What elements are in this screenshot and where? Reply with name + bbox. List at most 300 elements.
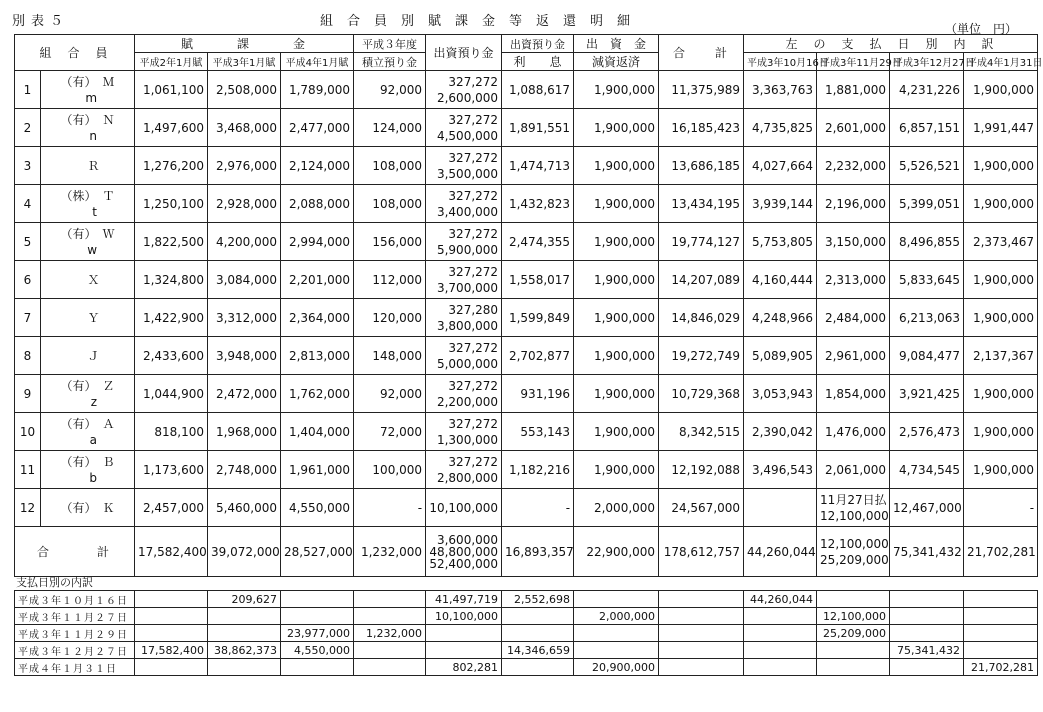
levy-h2: 2,433,600: [135, 337, 208, 375]
capital-header-2: 減資返済: [574, 53, 659, 71]
levy-h4: 2,364,000: [281, 299, 354, 337]
capital-header-1: 出 資 金: [574, 35, 659, 53]
schedule-cell: 25,209,000: [817, 625, 890, 642]
breakdown-1: 3,053,943: [744, 375, 817, 413]
schedule-cell: [744, 659, 817, 676]
breakdown-1: 4,027,664: [744, 147, 817, 185]
schedule-cell: 17,582,400: [135, 642, 208, 659]
levy-sub-h3: 平成3年1月賦: [208, 53, 281, 71]
member-name: [41, 337, 135, 375]
levy-h2: 1,422,900: [135, 299, 208, 337]
member-name: [41, 375, 135, 413]
reserve-header-1: 平成３年度: [354, 35, 426, 53]
schedule-cell: [354, 608, 426, 625]
total-value: 13,686,185: [659, 147, 744, 185]
schedule-cell: 14,346,659: [502, 642, 574, 659]
schedule-cell: [574, 591, 659, 608]
breakdown-3: 4,734,545: [890, 451, 964, 489]
deposit-value: [426, 413, 502, 451]
levy-h4: 2,813,000: [281, 337, 354, 375]
levy-h3: 1,968,000: [208, 413, 281, 451]
schedule-cell: [574, 625, 659, 642]
levy-h2: 1,061,100: [135, 71, 208, 109]
breakdown-1: 4,248,966: [744, 299, 817, 337]
capital-value: 1,900,000: [574, 71, 659, 109]
breakdown-sub-1: 平成3年10月16日: [744, 53, 817, 71]
total-value: 11,375,989: [659, 71, 744, 109]
breakdown-2: 2,061,000: [817, 451, 890, 489]
schedule-cell: 209,627: [208, 591, 281, 608]
levy-h4: 1,762,000: [281, 375, 354, 413]
levy-h2: 1,822,500: [135, 223, 208, 261]
breakdown-4: 2,137,367: [964, 337, 1038, 375]
schedule-cell: [574, 642, 659, 659]
total-value: 8,342,515: [659, 413, 744, 451]
table-row: [15, 261, 1038, 299]
total-breakdown-1: 44,260,044: [744, 527, 817, 577]
breakdown-3: 12,467,000: [890, 489, 964, 527]
member-prefix: （有）: [60, 501, 91, 515]
levy-h4: 1,961,000: [281, 451, 354, 489]
breakdown-3: 5,399,051: [890, 185, 964, 223]
reserve-value: 156,000: [354, 223, 426, 261]
reserve-value: 108,000: [354, 147, 426, 185]
deposit-value-1: 327,272: [448, 112, 499, 127]
interest-value: 931,196: [502, 375, 574, 413]
table-row: [15, 147, 1038, 185]
member-header: 組 合 員: [15, 35, 135, 71]
breakdown-sub-3: 平成3年12月27日: [890, 53, 964, 71]
deposit-value-2: 2,800,000: [436, 470, 499, 485]
row-number: 5: [15, 223, 41, 261]
interest-value: 2,702,877: [502, 337, 574, 375]
schedule-cell: 12,100,000: [817, 608, 890, 625]
levy-h2: 1,173,600: [135, 451, 208, 489]
member-name: [41, 451, 135, 489]
member-name: [41, 147, 135, 185]
schedule-cell: 10,100,000: [426, 608, 502, 625]
levy-h3: 2,508,000: [208, 71, 281, 109]
row-number: 7: [15, 299, 41, 337]
schedule-cell: [281, 608, 354, 625]
deposit-value-1: 327,272: [448, 264, 499, 279]
breakdown-2: 1,854,000: [817, 375, 890, 413]
row-number: 12: [15, 489, 41, 527]
total-breakdown-2b: 25,209,000: [820, 552, 889, 567]
breakdown-2: 2,232,000: [817, 147, 890, 185]
capital-value: 1,900,000: [574, 337, 659, 375]
row-number: 8: [15, 337, 41, 375]
schedule-row: [15, 608, 1038, 625]
schedule-cell: [964, 625, 1038, 642]
levy-h2: 2,457,000: [135, 489, 208, 527]
breakdown-sub-2: 平成3年11月29日: [817, 53, 890, 71]
schedule-cell: [817, 642, 890, 659]
levy-h2: 1,497,600: [135, 109, 208, 147]
schedule-row: [15, 625, 1038, 642]
total-levy-h3: 39,072,000: [208, 527, 281, 577]
capital-value: 1,900,000: [574, 299, 659, 337]
row-number: 2: [15, 109, 41, 147]
interest-value: 1,474,713: [502, 147, 574, 185]
interest-value: 1,432,823: [502, 185, 574, 223]
member-sub: t: [92, 204, 98, 219]
breakdown-3: 6,213,063: [890, 299, 964, 337]
table-row: [15, 299, 1038, 337]
total-value: 10,729,368: [659, 375, 744, 413]
deposit-value-2: 2,600,000: [436, 90, 499, 105]
breakdown-sub-4: 平成4年1月31日: [964, 53, 1038, 71]
breakdown-4: 1,900,000: [964, 299, 1038, 337]
levy-h3: 5,460,000: [208, 489, 281, 527]
capital-value: 1,900,000: [574, 451, 659, 489]
schedule-cell: [659, 642, 744, 659]
schedule-cell: 1,232,000: [354, 625, 426, 642]
interest-value: 1,088,617: [502, 71, 574, 109]
deposit-value-2: 5,000,000: [436, 356, 499, 371]
schedule-cell: 21,702,281: [964, 659, 1038, 676]
schedule-cell: 4,550,000: [281, 642, 354, 659]
member-prefix-initial: Ｙ: [87, 310, 100, 325]
deposit-value-2: 5,900,000: [436, 242, 499, 257]
member-name: [41, 413, 135, 451]
grand-total: 178,612,757: [659, 527, 744, 577]
deposit-value-1: 327,272: [448, 188, 499, 203]
reserve-value: -: [354, 489, 426, 527]
deposit-value: [426, 299, 502, 337]
breakdown-3: 5,526,521: [890, 147, 964, 185]
capital-value: 1,900,000: [574, 185, 659, 223]
appendix-label: 別表５: [12, 14, 70, 29]
total-value: 13,434,195: [659, 185, 744, 223]
levy-h3: 2,928,000: [208, 185, 281, 223]
deposit-value-1: 327,272: [448, 378, 499, 393]
breakdown-3: 5,833,645: [890, 261, 964, 299]
interest-header-1: 出資預り金: [502, 35, 574, 53]
row-number: 11: [15, 451, 41, 489]
breakdown-1: 2,390,042: [744, 413, 817, 451]
breakdown-4: 1,991,447: [964, 109, 1038, 147]
reserve-value: 112,000: [354, 261, 426, 299]
deposit-value-1: 327,272: [448, 416, 499, 431]
member-prefix-initial: Ｘ: [87, 272, 100, 287]
schedule-cell: [502, 625, 574, 642]
total-levy-h2: 17,582,400: [135, 527, 208, 577]
schedule-date: 平成４年１月３１日: [15, 659, 135, 676]
member-sub: n: [89, 128, 98, 143]
schedule-cell: 802,281: [426, 659, 502, 676]
breakdown-2: 2,313,000: [817, 261, 890, 299]
schedule-cell: [659, 625, 744, 642]
breakdown-1: 4,735,825: [744, 109, 817, 147]
deposit-value-2: 1,300,000: [436, 432, 499, 447]
schedule-cell: [659, 608, 744, 625]
member-prefix-initial: Ｊ: [87, 348, 100, 363]
breakdown-3: 4,231,226: [890, 71, 964, 109]
breakdown-3: 9,084,477: [890, 337, 964, 375]
breakdown-2: 1,881,000: [817, 71, 890, 109]
levy-h2: 1,324,800: [135, 261, 208, 299]
breakdown-4: 1,900,000: [964, 71, 1038, 109]
schedule-cell: 38,862,373: [208, 642, 281, 659]
deposit-value-1: 327,272: [448, 226, 499, 241]
member-name: [41, 185, 135, 223]
breakdown-header: 左 の 支 払 日 別 内 訳: [744, 35, 1038, 53]
deposit-value-1: 327,272: [448, 150, 499, 165]
breakdown-1: 4,160,444: [744, 261, 817, 299]
interest-value: 1,599,849: [502, 299, 574, 337]
note-date: 11月27日払: [820, 492, 887, 507]
schedule-cell: [208, 659, 281, 676]
levy-h4: 2,088,000: [281, 185, 354, 223]
member-sub: b: [89, 470, 98, 485]
breakdown-4: 1,900,000: [964, 261, 1038, 299]
breakdown-1: [744, 489, 817, 527]
table-row: [15, 337, 1038, 375]
schedule-cell: [281, 659, 354, 676]
member-prefix-initial: （株） Ｔ: [60, 188, 115, 203]
levy-header: 賦 課 金: [135, 35, 354, 53]
deposit-value: [426, 109, 502, 147]
deposit-value: [426, 375, 502, 413]
totals-row: [15, 527, 1038, 577]
breakdown-2: 1,476,000: [817, 413, 890, 451]
table-row: [15, 185, 1038, 223]
schedule-cell: [964, 591, 1038, 608]
breakdown-3: 8,496,855: [890, 223, 964, 261]
schedule-cell: 20,900,000: [574, 659, 659, 676]
schedule-cell: [502, 659, 574, 676]
levy-h2: 1,250,100: [135, 185, 208, 223]
member-name: [41, 71, 135, 109]
schedule-cell: [890, 608, 964, 625]
table-row: [15, 109, 1038, 147]
row-number: 10: [15, 413, 41, 451]
breakdown-4: 1,900,000: [964, 451, 1038, 489]
member-prefix-initial: （有） Ａ: [60, 416, 115, 431]
payment-schedule-table: [14, 590, 1038, 676]
breakdown-3: 3,921,425: [890, 375, 964, 413]
total-value: 16,185,423: [659, 109, 744, 147]
total-value: 14,207,089: [659, 261, 744, 299]
schedule-cell: [135, 625, 208, 642]
levy-h4: 1,789,000: [281, 71, 354, 109]
levy-h4: 2,124,000: [281, 147, 354, 185]
schedule-cell: 2,000,000: [574, 608, 659, 625]
schedule-cell: [890, 625, 964, 642]
reserve-value: 92,000: [354, 71, 426, 109]
breakdown-4: 1,900,000: [964, 147, 1038, 185]
schedule-date: 平成３年１２月２７日: [15, 642, 135, 659]
row-number: 4: [15, 185, 41, 223]
schedule-cell: [659, 659, 744, 676]
schedule-cell: [817, 659, 890, 676]
schedule-cell: [135, 608, 208, 625]
table-row: [15, 375, 1038, 413]
member-prefix-initial: （有） Ｗ: [60, 226, 115, 241]
schedule-cell: [426, 642, 502, 659]
interest-value: 553,143: [502, 413, 574, 451]
capital-value: 1,900,000: [574, 375, 659, 413]
table-row: [15, 413, 1038, 451]
schedule-cell: [135, 659, 208, 676]
reserve-value: 92,000: [354, 375, 426, 413]
total-breakdown-4: 21,702,281: [964, 527, 1038, 577]
deposit-value-2: 3,500,000: [436, 166, 499, 181]
unit-label: （単位 円）: [944, 22, 1017, 36]
breakdown-2: [817, 489, 890, 527]
member-name: [41, 223, 135, 261]
schedule-row: [15, 659, 1038, 676]
interest-value: 1,891,551: [502, 109, 574, 147]
schedule-date: 平成３年１１月２７日: [15, 608, 135, 625]
deposit-value-2: 2,200,000: [436, 394, 499, 409]
breakdown-2: 2,484,000: [817, 299, 890, 337]
reserve-value: 100,000: [354, 451, 426, 489]
total-deposit: [426, 527, 502, 577]
interest-header-2: 利 息: [502, 53, 574, 71]
breakdown-4: 1,900,000: [964, 185, 1038, 223]
member-sub: w: [87, 242, 98, 257]
reserve-value: 108,000: [354, 185, 426, 223]
schedule-cell: 44,260,044: [744, 591, 817, 608]
total-breakdown-2a: 12,100,000: [820, 536, 889, 551]
breakdown-1: 3,496,543: [744, 451, 817, 489]
capital-value: 1,900,000: [574, 147, 659, 185]
deposit-value: 10,100,000: [426, 489, 502, 527]
table-row: [15, 489, 1038, 527]
reserve-value: 72,000: [354, 413, 426, 451]
capital-value: 1,900,000: [574, 413, 659, 451]
levy-h3: 2,976,000: [208, 147, 281, 185]
interest-value: 1,182,216: [502, 451, 574, 489]
deposit-value-2: 4,500,000: [436, 128, 499, 143]
interest-value: 2,474,355: [502, 223, 574, 261]
schedule-cell: [744, 608, 817, 625]
deposit-value: [426, 337, 502, 375]
schedule-cell: [744, 642, 817, 659]
table-row: [15, 223, 1038, 261]
breakdown-1: 5,753,805: [744, 223, 817, 261]
levy-h3: 3,948,000: [208, 337, 281, 375]
reserve-value: 124,000: [354, 109, 426, 147]
deposit-value-1: 327,272: [448, 454, 499, 469]
member-prefix-initial: （有） Ｚ: [60, 378, 115, 393]
levy-h4: 2,201,000: [281, 261, 354, 299]
deposit-value: [426, 147, 502, 185]
table-row: [15, 451, 1038, 489]
total-deposit-3: 52,400,000: [429, 556, 499, 571]
row-number: 3: [15, 147, 41, 185]
levy-h3: 4,200,000: [208, 223, 281, 261]
breakdown-2: 2,961,000: [817, 337, 890, 375]
total-levy-h4: 28,527,000: [281, 527, 354, 577]
reserve-value: 120,000: [354, 299, 426, 337]
schedule-cell: [502, 608, 574, 625]
schedule-cell: 2,552,698: [502, 591, 574, 608]
levy-sub-h4: 平成4年1月賦: [281, 53, 354, 71]
total-deposit-2: 48,800,000: [429, 544, 499, 559]
member-prefix-initial: （有） Ｎ: [60, 112, 115, 127]
member-name: [41, 489, 135, 527]
levy-h4: 2,477,000: [281, 109, 354, 147]
levy-h3: 3,084,000: [208, 261, 281, 299]
schedule-cell: [744, 625, 817, 642]
member-prefix-initial: （有） Ｂ: [60, 454, 115, 469]
levy-h4: 2,994,000: [281, 223, 354, 261]
deposit-value-1: 327,272: [448, 340, 499, 355]
levy-h3: 2,472,000: [208, 375, 281, 413]
levy-h3: 3,312,000: [208, 299, 281, 337]
table-row: [15, 71, 1038, 109]
schedule-cell: [208, 625, 281, 642]
refund-table: [14, 34, 1043, 577]
schedule-cell: [890, 659, 964, 676]
member-prefix-initial: Ｒ: [87, 158, 100, 173]
levy-h3: 3,468,000: [208, 109, 281, 147]
member-sub: z: [90, 394, 98, 409]
total-value: 19,272,749: [659, 337, 744, 375]
deposit-value-2: 3,800,000: [436, 318, 499, 333]
reserve-value: 148,000: [354, 337, 426, 375]
total-reserve: 1,232,000: [354, 527, 426, 577]
member-initial: Ｋ: [102, 501, 115, 515]
deposit-value-1: 327,280: [448, 302, 499, 317]
member-sub: a: [89, 432, 98, 447]
deposit-value: [426, 261, 502, 299]
schedule-cell: [964, 608, 1038, 625]
breakdown-2: 3,150,000: [817, 223, 890, 261]
breakdown-3: 2,576,473: [890, 413, 964, 451]
member-sub: m: [85, 90, 98, 105]
breakdown-4: 1,900,000: [964, 413, 1038, 451]
capital-value: 1,900,000: [574, 109, 659, 147]
levy-sub-h2: 平成2年1月賦: [135, 53, 208, 71]
reserve-header-2: 積立預り金: [354, 53, 426, 71]
total-breakdown-2: [817, 527, 890, 577]
levy-h2: 1,044,900: [135, 375, 208, 413]
total-breakdown-3: 75,341,432: [890, 527, 964, 577]
breakdown-1: 3,939,144: [744, 185, 817, 223]
deposit-value-2: 3,400,000: [436, 204, 499, 219]
total-deposit-1: 3,600,000: [436, 532, 499, 547]
deposit-value: [426, 185, 502, 223]
note-amount: 12,100,000: [820, 508, 889, 523]
total-capital: 22,900,000: [574, 527, 659, 577]
deposit-value-1: 327,272: [448, 74, 499, 89]
interest-value: -: [502, 489, 574, 527]
capital-value: 1,900,000: [574, 261, 659, 299]
member-name: [41, 261, 135, 299]
schedule-cell: [208, 608, 281, 625]
member-prefix-initial: （有） Ｍ: [60, 74, 115, 89]
breakdown-3: 6,857,151: [890, 109, 964, 147]
schedule-date: 平成３年１１月２９日: [15, 625, 135, 642]
schedule-cell: [354, 642, 426, 659]
schedule-cell: 75,341,432: [890, 642, 964, 659]
breakdown-2: 2,601,000: [817, 109, 890, 147]
deposit-value: [426, 451, 502, 489]
schedule-cell: [659, 591, 744, 608]
schedule-caption: 支払日別の内訳: [16, 576, 93, 589]
capital-value: 2,000,000: [574, 489, 659, 527]
breakdown-1: 5,089,905: [744, 337, 817, 375]
deposit-header: 出資預り金: [426, 35, 502, 71]
totals-label: 合 計: [15, 527, 135, 577]
schedule-row: [15, 642, 1038, 659]
document-title: 組合員別賦課金等返還明細: [320, 14, 645, 29]
schedule-cell: [890, 591, 964, 608]
